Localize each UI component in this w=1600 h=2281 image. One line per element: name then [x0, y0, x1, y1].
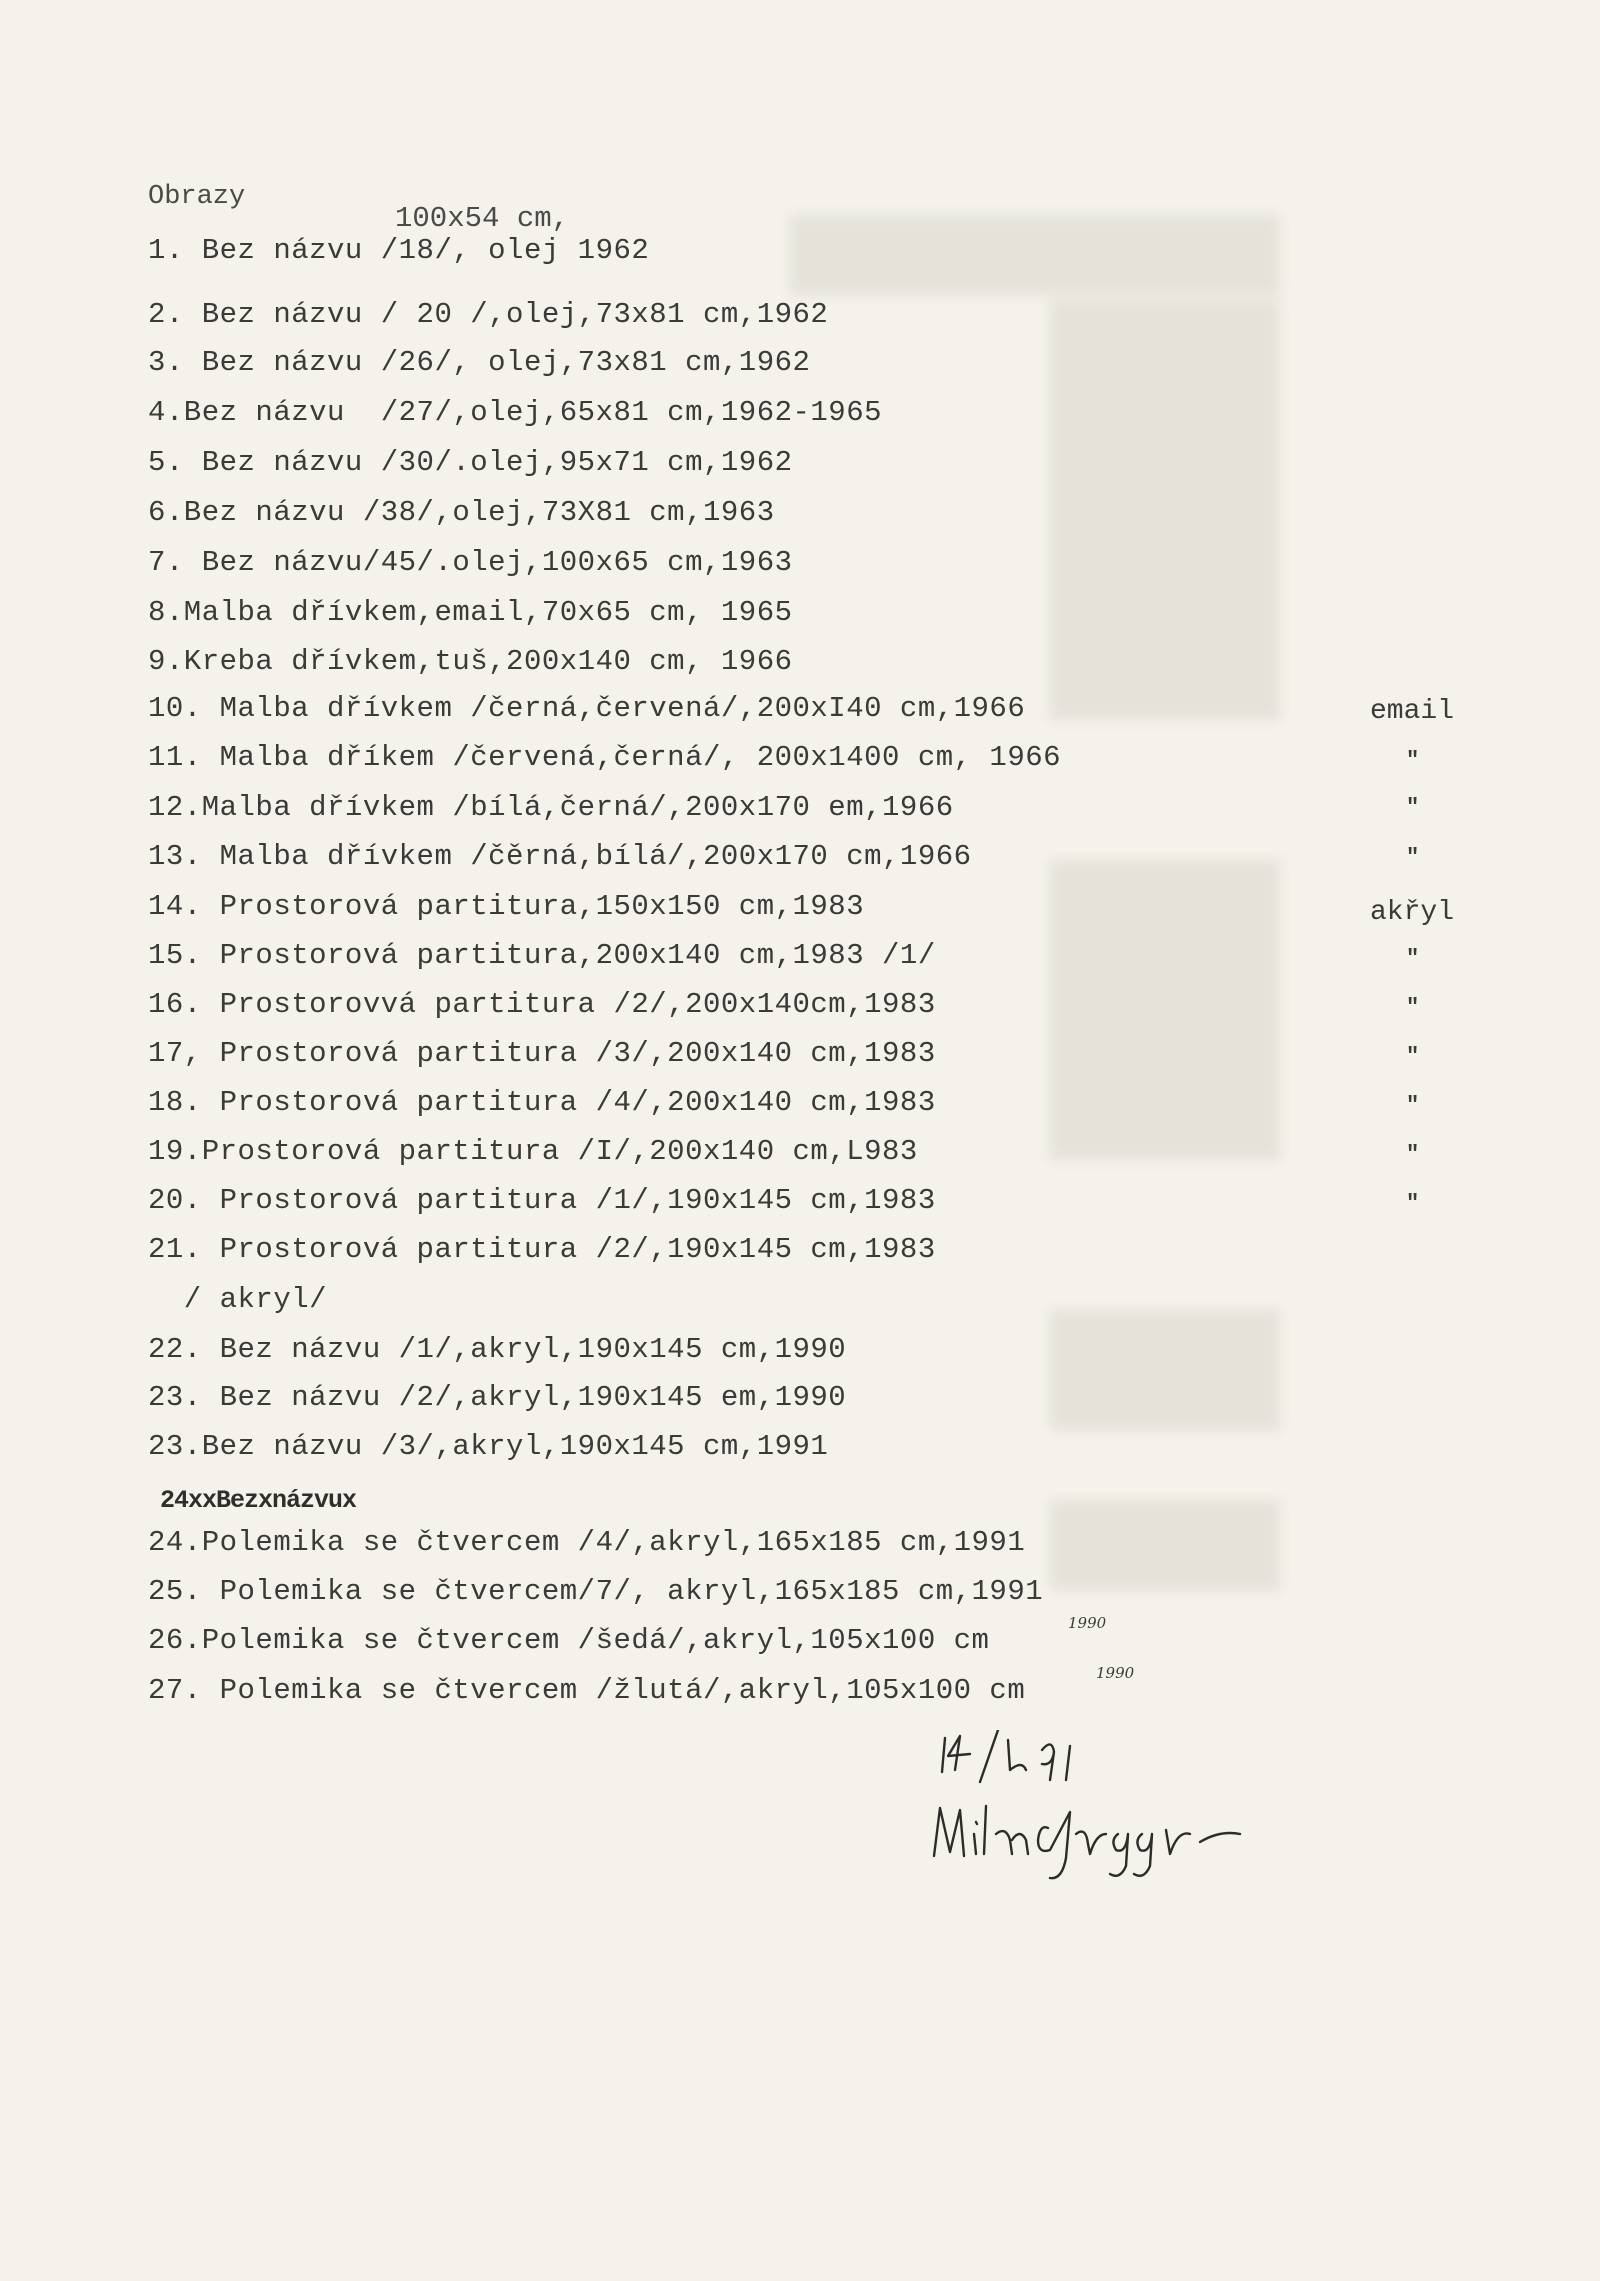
page-smudge — [1050, 1500, 1280, 1590]
list-item: 20. Prostorová partitura /1/,190x145 cm,1983 — [148, 1184, 936, 1217]
list-item: / akryl/ — [148, 1283, 328, 1316]
list-item: 10. Malba dřívkem /černá,červená/,200xI40 cm,1966 — [148, 692, 1026, 725]
above-line-note: 100x54 cm, — [395, 202, 570, 235]
list-item: 5. Bez názvu /30/.olej,95x71 cm,1962 — [148, 446, 793, 479]
ditto-mark: " — [1406, 1142, 1420, 1167]
list-item: 9.Kreba dřívkem,tuš,200x140 cm, 1966 — [148, 645, 793, 678]
list-item: 8.Malba dřívkem,email,70x65 cm, 1965 — [148, 596, 793, 629]
ditto-mark: " — [1406, 1093, 1420, 1118]
list-item: 21. Prostorová partitura /2/,190x145 cm,1983 — [148, 1233, 936, 1266]
list-item: 11. Malba dříkem /červená,černá/, 200x1400 cm, 1966 — [148, 741, 1062, 774]
list-item: 3. Bez názvu /26/, olej,73x81 cm,1962 — [148, 346, 811, 379]
page-smudge — [1050, 860, 1280, 1160]
list-item: 12.Malba dřívkem /bílá,černá/,200x170 em,1966 — [148, 791, 954, 824]
document-title: Obrazy — [148, 182, 246, 212]
superscript-year: 1990 — [1068, 1614, 1107, 1632]
ditto-mark: " — [1406, 946, 1420, 971]
list-item: 15. Prostorová partitura,200x140 cm,1983 /1/ — [148, 939, 936, 972]
list-item: 26.Polemika se čtvercem /šedá/,akryl,105x100 cm — [148, 1624, 990, 1657]
list-item: 23. Bez názvu /2/,akryl,190x145 em,1990 — [148, 1381, 847, 1414]
struck-through-line: 24xxBezxnázvux — [160, 1486, 357, 1515]
list-item: 19.Prostorová partitura /I/,200x140 cm,L983 — [148, 1135, 918, 1168]
ditto-mark: " — [1406, 795, 1420, 820]
ditto-mark: " — [1406, 1044, 1420, 1069]
page-smudge — [1050, 300, 1280, 720]
list-item: 18. Prostorová partitura /4/,200x140 cm,1983 — [148, 1086, 936, 1119]
ditto-mark: " — [1406, 995, 1420, 1020]
list-item: 7. Bez názvu/45/.olej,100x65 cm,1963 — [148, 546, 793, 579]
list-item: 25. Polemika se čtvercem/7/, akryl,165x185 cm,1991 — [148, 1575, 1044, 1608]
list-item: 23.Bez názvu /3/,akryl,190x145 cm,1991 — [148, 1430, 829, 1463]
margin-note-akryl: akřyl — [1370, 897, 1455, 928]
list-item: 14. Prostorová partitura,150x150 cm,1983 — [148, 890, 865, 923]
ditto-mark: " — [1406, 845, 1420, 870]
page-smudge — [1050, 1310, 1280, 1430]
list-item: 6.Bez názvu /38/,olej,73X81 cm,1963 — [148, 496, 775, 529]
list-item: 13. Malba dřívkem /čěrná,bílá/,200x170 cm,1966 — [148, 840, 972, 873]
ditto-mark: " — [1406, 1191, 1420, 1216]
superscript-year: 1990 — [1096, 1664, 1135, 1682]
list-item: 1. Bez názvu /18/, olej 1962 — [148, 234, 650, 267]
list-item: 17, Prostorová partitura /3/,200x140 cm,1983 — [148, 1037, 936, 1070]
list-item: 16. Prostorovvá partitura /2/,200x140cm,1983 — [148, 988, 936, 1021]
list-item: 2. Bez názvu / 20 /,olej,73x81 cm,1962 — [148, 298, 829, 331]
list-item: 4.Bez názvu /27/,olej,65x81 cm,1962-1965 — [148, 396, 883, 429]
list-item: 27. Polemika se čtvercem /žlutá/,akryl,105x100 cm — [148, 1674, 1026, 1707]
list-item: 24.Polemika se čtvercem /4/,akryl,165x185 cm,1991 — [148, 1526, 1026, 1559]
list-item: 22. Bez názvu /1/,akryl,190x145 cm,1990 — [148, 1333, 847, 1366]
handwritten-signature — [920, 1730, 1360, 1980]
ditto-mark: " — [1406, 748, 1420, 773]
margin-note-email: email — [1370, 696, 1455, 727]
page-smudge — [790, 215, 1280, 295]
